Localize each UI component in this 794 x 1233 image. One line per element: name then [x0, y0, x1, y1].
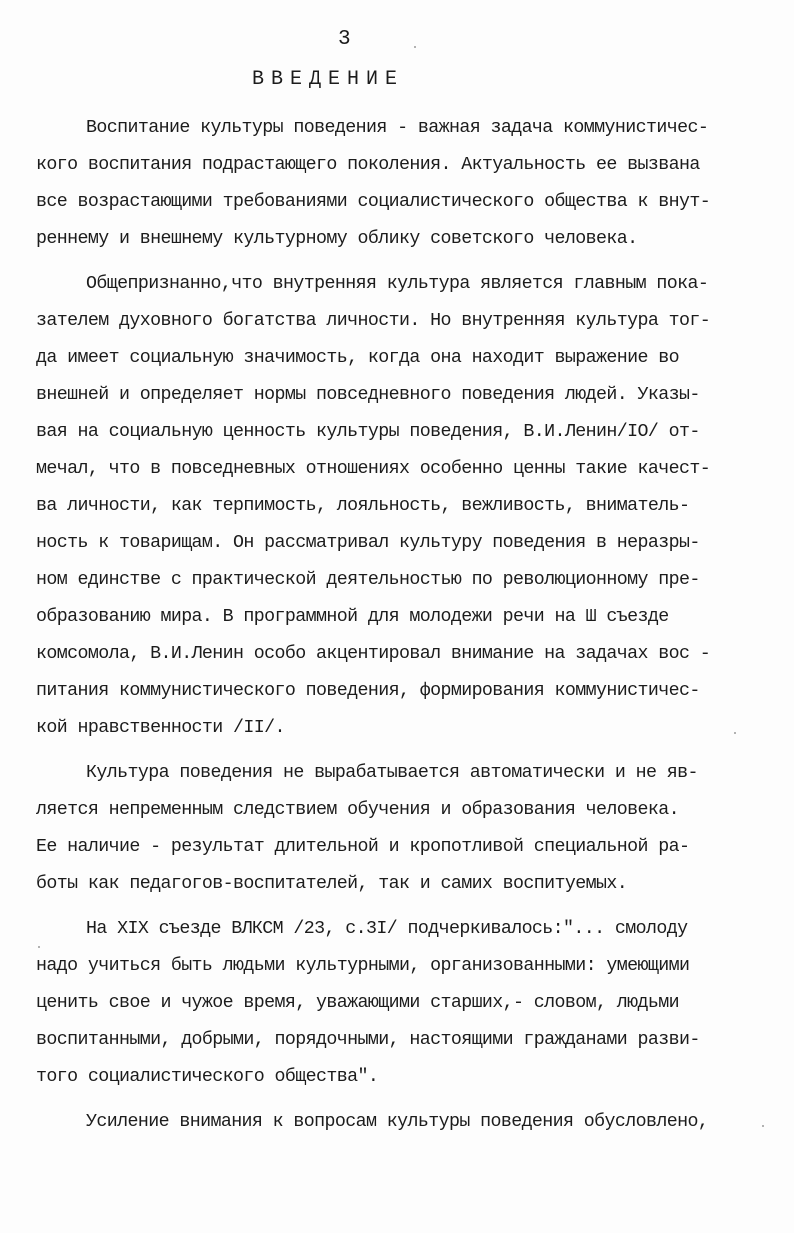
text-line: ва личности, как терпимость, лояльность, вежливость, вниматель- [36, 496, 690, 516]
scan-speck [414, 46, 416, 48]
scan-speck [762, 1125, 764, 1127]
text-line: да имеет социальную значимость, когда она находит выражение во [36, 348, 679, 368]
text-line: Ее наличие - результат длительной и кропотливой специальной ра- [36, 837, 690, 857]
text-line: внешней и определяет нормы повседневного поведения людей. Указы- [36, 385, 700, 405]
paragraph-3 [36, 755, 766, 903]
text-line: боты как педагогов-воспитателей, так и самих воспитуемых. [36, 874, 628, 894]
text-line: того социалистического общества". [36, 1067, 379, 1087]
text-line: На XIX съезде ВЛКСМ /23, с.3I/ подчеркивалось:"... смолоду [86, 919, 688, 939]
paragraph-5 [36, 1104, 766, 1141]
text-line: зателем духовного богатства личности. Но внутренняя культура тог- [36, 311, 711, 331]
text-line: ценить свое и чужое время, уважающими старших,- словом, людьми [36, 993, 679, 1013]
text-line: воспитанными, добрыми, порядочными, настоящими гражданами разви- [36, 1030, 700, 1050]
text-line: кой нравственности /II/. [36, 718, 285, 738]
text-line: Общепризнанно,что внутренняя культура является главным пока- [86, 274, 709, 294]
text-line: кого воспитания подрастающего поколения. Актуальность ее вызвана [36, 155, 700, 175]
text-line: ном единстве с практической деятельностью по революционному пре- [36, 570, 700, 590]
page-number: 3 [338, 28, 352, 51]
text-line: ность к товарищам. Он рассматривал культуру поведения в неразры- [36, 533, 700, 553]
paragraph-2 [36, 266, 766, 747]
text-line: Усиление внимания к вопросам культуры поведения обусловлено, [86, 1112, 709, 1132]
text-line: образованию мира. В программной для молодежи речи на Ш съезде [36, 607, 669, 627]
text-line: мечал, что в повседневных отношениях особенно ценны такие качест- [36, 459, 711, 479]
text-line: надо учиться быть людьми культурными, организованными: умеющими [36, 956, 690, 976]
text-line: все возрастающими требованиями социалистического общества к внут- [36, 192, 711, 212]
text-line: ляется непременным следствием обучения и образования человека. [36, 800, 679, 820]
text-line: вая на социальную ценность культуры поведения, В.И.Ленин/IO/ от- [36, 422, 700, 442]
paragraph-1 [36, 110, 766, 258]
text-line: реннему и внешнему культурному облику советского человека. [36, 229, 638, 249]
section-title: ВВЕДЕНИЕ [252, 68, 405, 91]
scan-speck [38, 946, 40, 948]
text-line: питания коммунистического поведения, формирования коммунистичес- [36, 681, 700, 701]
text-line: Воспитание культуры поведения - важная задача коммунистичес- [86, 118, 709, 138]
paragraph-4 [36, 911, 766, 1096]
text-line: комсомола, В.И.Ленин особо акцентировал внимание на задачах вос - [36, 644, 711, 664]
text-line: Культура поведения не вырабатывается автоматически и не яв- [86, 763, 698, 783]
scan-speck [734, 732, 736, 734]
document-body [36, 110, 766, 1141]
